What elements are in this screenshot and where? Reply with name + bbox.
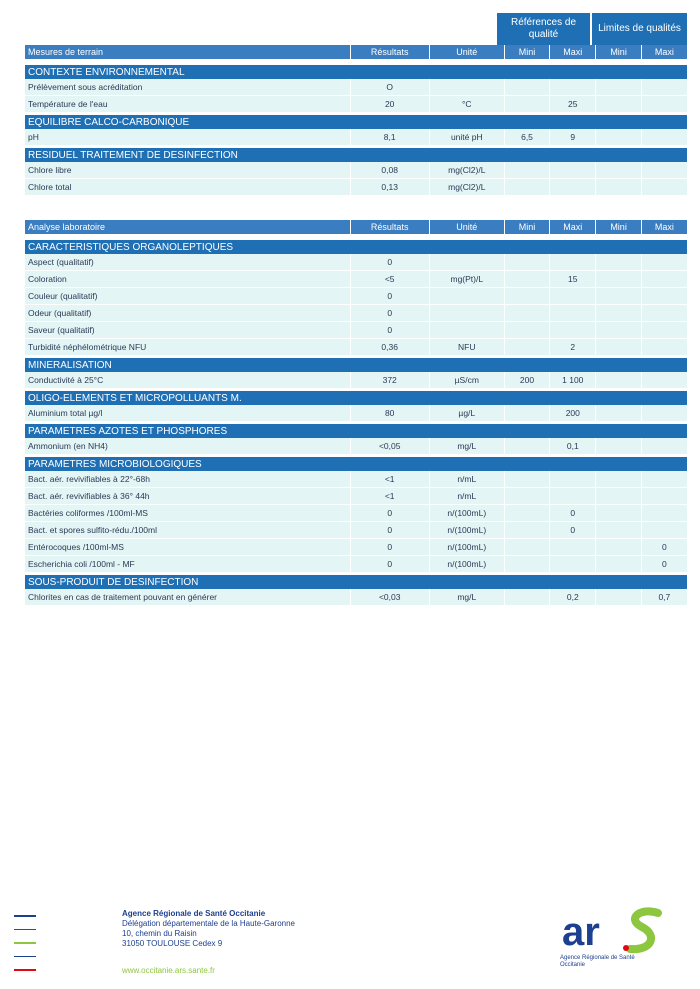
cell-label: Bact. aér. revivifiables à 22°-68h [25, 471, 351, 487]
cell-ref-min [505, 556, 550, 572]
section-title [25, 148, 687, 162]
cell-ref-max: 25 [550, 96, 596, 112]
cell-limit-min [596, 179, 641, 195]
table-row [25, 405, 687, 422]
cell-limit-max [642, 438, 687, 454]
header-ref-max: Maxi [550, 220, 596, 234]
cell-result: 8,1 [351, 129, 430, 145]
cell-ref-max [550, 488, 596, 504]
cell-label: Chlore total [25, 179, 351, 195]
cell-ref-min [505, 505, 550, 521]
header-ref-max: Maxi [550, 45, 596, 59]
cell-ref-min [505, 488, 550, 504]
section-title [25, 115, 687, 129]
website-link[interactable]: www.occitanie.ars.sante.fr [122, 966, 215, 975]
cell-limit-min [596, 305, 641, 321]
table-row [25, 322, 687, 339]
cell-result: 0 [351, 254, 430, 270]
cell-ref-min [505, 339, 550, 355]
cell-unit: µS/cm [430, 372, 505, 388]
cell-result: 0 [351, 305, 430, 321]
cell-limit-max [642, 271, 687, 287]
cell-ref-min [505, 522, 550, 538]
agency-name: Agence Régionale de Santé Occitanie [122, 909, 266, 918]
header-ref-min: Mini [505, 45, 550, 59]
cell-ref-max [550, 556, 596, 572]
section-title [25, 65, 687, 79]
table-row [25, 505, 687, 522]
cell-unit [430, 79, 505, 95]
cell-label: Bact. et spores sulfito-rédu./100ml [25, 522, 351, 538]
cell-unit [430, 322, 505, 338]
stripe-5 [14, 969, 36, 971]
cell-unit: unité pH [430, 129, 505, 145]
table-row [25, 79, 687, 96]
cell-limit-max [642, 179, 687, 195]
table-row [25, 372, 687, 389]
table-row [25, 179, 687, 196]
cell-ref-min [505, 589, 550, 605]
cell-result: 0 [351, 556, 430, 572]
cell-ref-min [505, 471, 550, 487]
cell-ref-min: 6,5 [505, 129, 550, 145]
cell-limit-min [596, 438, 641, 454]
agency-delegation: Délégation départementale de la Haute-Garonne [122, 919, 296, 928]
cell-ref-min [505, 305, 550, 321]
cell-ref-min [505, 162, 550, 178]
cell-result: 0,13 [351, 179, 430, 195]
section-title-text: OLIGO-ELEMENTS ET MICROPOLLUANTS M. [28, 392, 242, 404]
cell-result: 0,36 [351, 339, 430, 355]
cell-label: Turbidité néphélométrique NFU [25, 339, 351, 355]
cell-unit: NFU [430, 339, 505, 355]
cell-limit-min [596, 254, 641, 270]
cell-ref-min [505, 79, 550, 95]
logo-subtitle-2: Occitanie [560, 962, 586, 968]
cell-result: <5 [351, 271, 430, 287]
cell-limit-min [596, 322, 641, 338]
cell-ref-max: 0,2 [550, 589, 596, 605]
stripe-1 [14, 915, 36, 917]
cell-limit-max [642, 96, 687, 112]
cell-ref-min [505, 288, 550, 304]
cell-unit: µg/L [430, 405, 505, 421]
cell-result: 372 [351, 372, 430, 388]
section-title-text: RESIDUEL TRAITEMENT DE DESINFECTION [28, 149, 238, 161]
stripe-4 [14, 956, 36, 958]
cell-limit-max [642, 322, 687, 338]
table-row [25, 288, 687, 305]
logo-subtitle-1: Agence Régionale de Santé [560, 955, 635, 961]
table-row [25, 254, 687, 271]
cell-result: 0 [351, 522, 430, 538]
labo-table [25, 220, 687, 606]
cell-limit-min [596, 522, 641, 538]
cell-unit: n/(100mL) [430, 522, 505, 538]
cell-ref-max: 0 [550, 522, 596, 538]
cell-label: pH [25, 129, 351, 145]
cell-unit: n/(100mL) [430, 539, 505, 555]
cell-ref-max [550, 254, 596, 270]
limits-group-header: Limites de qualités [592, 13, 687, 45]
cell-label: Saveur (qualitatif) [25, 322, 351, 338]
cell-ref-min [505, 539, 550, 555]
cell-unit [430, 305, 505, 321]
cell-ref-max [550, 471, 596, 487]
header-limit-min: Mini [596, 220, 641, 234]
cell-result: 0 [351, 322, 430, 338]
cell-limit-min [596, 488, 641, 504]
cell-label: Aluminium total µg/l [25, 405, 351, 421]
table-row [25, 271, 687, 288]
cell-result: 0 [351, 539, 430, 555]
cell-result: 0 [351, 288, 430, 304]
table-row [25, 471, 687, 488]
cell-limit-min [596, 556, 641, 572]
cell-limit-min [596, 505, 641, 521]
cell-limit-max: 0,7 [658, 592, 671, 602]
cell-label: Entérocoques /100ml-MS [25, 539, 351, 555]
cell-label: Odeur (qualitatif) [25, 305, 351, 321]
cell-ref-min [505, 179, 550, 195]
cell-result: <1 [351, 471, 430, 487]
terrain-header-row [25, 45, 687, 59]
stripe-2 [14, 929, 36, 931]
ars-logo [560, 905, 680, 969]
cell-ref-max: 200 [550, 405, 596, 421]
cell-label: Escherichia coli /100ml - MF [25, 556, 351, 572]
cell-limit-max [642, 162, 687, 178]
cell-ref-max: 1 100 [550, 372, 596, 388]
cell-unit: n/(100mL) [430, 505, 505, 521]
cell-ref-max: 0,1 [550, 438, 596, 454]
cell-limit-min [596, 471, 641, 487]
section-title [25, 358, 687, 372]
cell-limit-max [642, 405, 687, 421]
cell-limit-max [642, 488, 687, 504]
cell-ref-max [550, 305, 596, 321]
cell-label: Bactéries coliformes /100ml-MS [25, 505, 351, 521]
cell-result: <0,03 [351, 589, 430, 605]
header-result: Résultats [351, 45, 430, 59]
cell-label: Prélèvement sous acréditation [25, 79, 351, 95]
header-ref-min: Mini [505, 220, 550, 234]
cell-ref-max [550, 162, 596, 178]
section-title-text: SOUS-PRODUIT DE DESINFECTION [28, 576, 199, 588]
cell-limit-min [596, 79, 641, 95]
cell-limit-min [596, 339, 641, 355]
cell-unit: n/(100mL) [430, 556, 505, 572]
table-row [25, 522, 687, 539]
cell-limit-min [596, 271, 641, 287]
header-limit-max: Maxi [654, 47, 674, 57]
cell-limit-max [642, 129, 687, 145]
cell-ref-min [505, 271, 550, 287]
table-row [25, 488, 687, 505]
svg-text:ar: ar [562, 910, 600, 954]
section-title [25, 424, 687, 438]
cell-label: Couleur (qualitatif) [25, 288, 351, 304]
table-row [25, 96, 687, 113]
section-title [25, 457, 687, 471]
cell-limit-max [642, 288, 687, 304]
table-row [25, 556, 687, 573]
cell-limit-min [596, 589, 641, 605]
cell-unit: mg(Cl2)/L [430, 162, 505, 178]
cell-ref-max: 15 [550, 271, 596, 287]
cell-ref-max: 9 [550, 129, 596, 145]
header-label: Mesures de terrain [25, 45, 351, 59]
agency-address [122, 909, 295, 949]
table-row [25, 339, 687, 356]
cell-limit-min [596, 129, 641, 145]
cell-label: Coloration [25, 271, 351, 287]
cell-limit-min [596, 539, 641, 555]
cell-limit-max [642, 471, 687, 487]
cell-limit-max: 0 [661, 542, 667, 552]
header-limit-min: Mini [596, 45, 641, 59]
section-title [25, 240, 687, 254]
section-title-text: EQUILIBRE CALCO-CARBONIQUE [28, 116, 190, 128]
section-title-text: PARAMETRES MICROBIOLOGIQUES [28, 458, 202, 470]
agency-street: 10, chemin du Raisin [122, 929, 197, 938]
cell-result: O [351, 79, 430, 95]
cell-limit-min [596, 162, 641, 178]
cell-unit: °C [430, 96, 505, 112]
cell-unit [430, 254, 505, 270]
cell-ref-max [550, 539, 596, 555]
labo-header-row [25, 220, 687, 234]
header-result: Résultats [351, 220, 430, 234]
cell-label: Ammonium (en NH4) [25, 438, 351, 454]
table-row [25, 589, 687, 606]
cell-ref-max [550, 288, 596, 304]
cell-label: Température de l'eau [25, 96, 351, 112]
cell-limit-min [596, 288, 641, 304]
cell-result: 0 [351, 505, 430, 521]
cell-result: 20 [351, 96, 430, 112]
cell-unit: mg(Cl2)/L [430, 179, 505, 195]
cell-limit-max [642, 505, 687, 521]
cell-limit-max [642, 254, 687, 270]
cell-result: <1 [351, 488, 430, 504]
cell-unit: mg/L [430, 438, 505, 454]
terrain-table [25, 45, 687, 196]
cell-ref-min [505, 322, 550, 338]
section-title-text: CARACTERISTIQUES ORGANOLEPTIQUES [28, 241, 234, 253]
cell-ref-max [550, 179, 596, 195]
section-title [25, 575, 687, 589]
agency-city: 31050 TOULOUSE Cedex 9 [122, 939, 223, 948]
cell-limit-max [642, 305, 687, 321]
cell-result: 0,08 [351, 162, 430, 178]
cell-ref-max [550, 79, 596, 95]
cell-result: 80 [351, 405, 430, 421]
table-row [25, 305, 687, 322]
cell-limit-max [642, 522, 687, 538]
cell-label: Chlore libre [25, 162, 351, 178]
cell-limit-min [596, 405, 641, 421]
cell-label: Bact. aér. revivifiables à 36° 44h [25, 488, 351, 504]
cell-label: Chlorites en cas de traitement pouvant en générer [25, 589, 351, 605]
ars-logo-mark [560, 905, 680, 955]
table-row [25, 539, 687, 556]
cell-unit: n/mL [430, 488, 505, 504]
cell-ref-min: 200 [505, 372, 550, 388]
section-title-text: CONTEXTE ENVIRONNEMENTAL [28, 66, 185, 78]
cell-ref-max: 2 [550, 339, 596, 355]
cell-unit: mg/L [430, 589, 505, 605]
table-row [25, 162, 687, 179]
cell-ref-max: 0 [550, 505, 596, 521]
cell-ref-min [505, 254, 550, 270]
header-unit: Unité [430, 220, 505, 234]
cell-label: Conductivité à 25°C [25, 372, 351, 388]
table-row [25, 129, 687, 146]
header-unit: Unité [430, 45, 505, 59]
cell-unit [430, 288, 505, 304]
cell-result: <0,05 [351, 438, 430, 454]
cell-limit-max: 0 [661, 559, 667, 569]
cell-unit: mg(Pt)/L [430, 271, 505, 287]
cell-ref-max [550, 322, 596, 338]
cell-limit-max [642, 79, 687, 95]
cell-limit-min [596, 372, 641, 388]
stripe-3 [14, 942, 36, 944]
cell-limit-max [642, 339, 687, 355]
header-label: Analyse laboratoire [25, 220, 351, 234]
section-title [25, 391, 687, 405]
references-group-header: Références de qualité [497, 13, 590, 45]
section-title-text: MINERALISATION [28, 359, 112, 371]
cell-limit-max [642, 372, 687, 388]
cell-ref-min [505, 438, 550, 454]
cell-unit: n/mL [430, 471, 505, 487]
table-row [25, 438, 687, 455]
section-title-text: PARAMETRES AZOTES ET PHOSPHORES [28, 425, 228, 437]
header-limit-max: Maxi [654, 222, 674, 232]
cell-limit-min [596, 96, 641, 112]
cell-label: Aspect (qualitatif) [25, 254, 351, 270]
footer-stripes [14, 915, 36, 983]
cell-ref-min [505, 96, 550, 112]
cell-ref-min [505, 405, 550, 421]
